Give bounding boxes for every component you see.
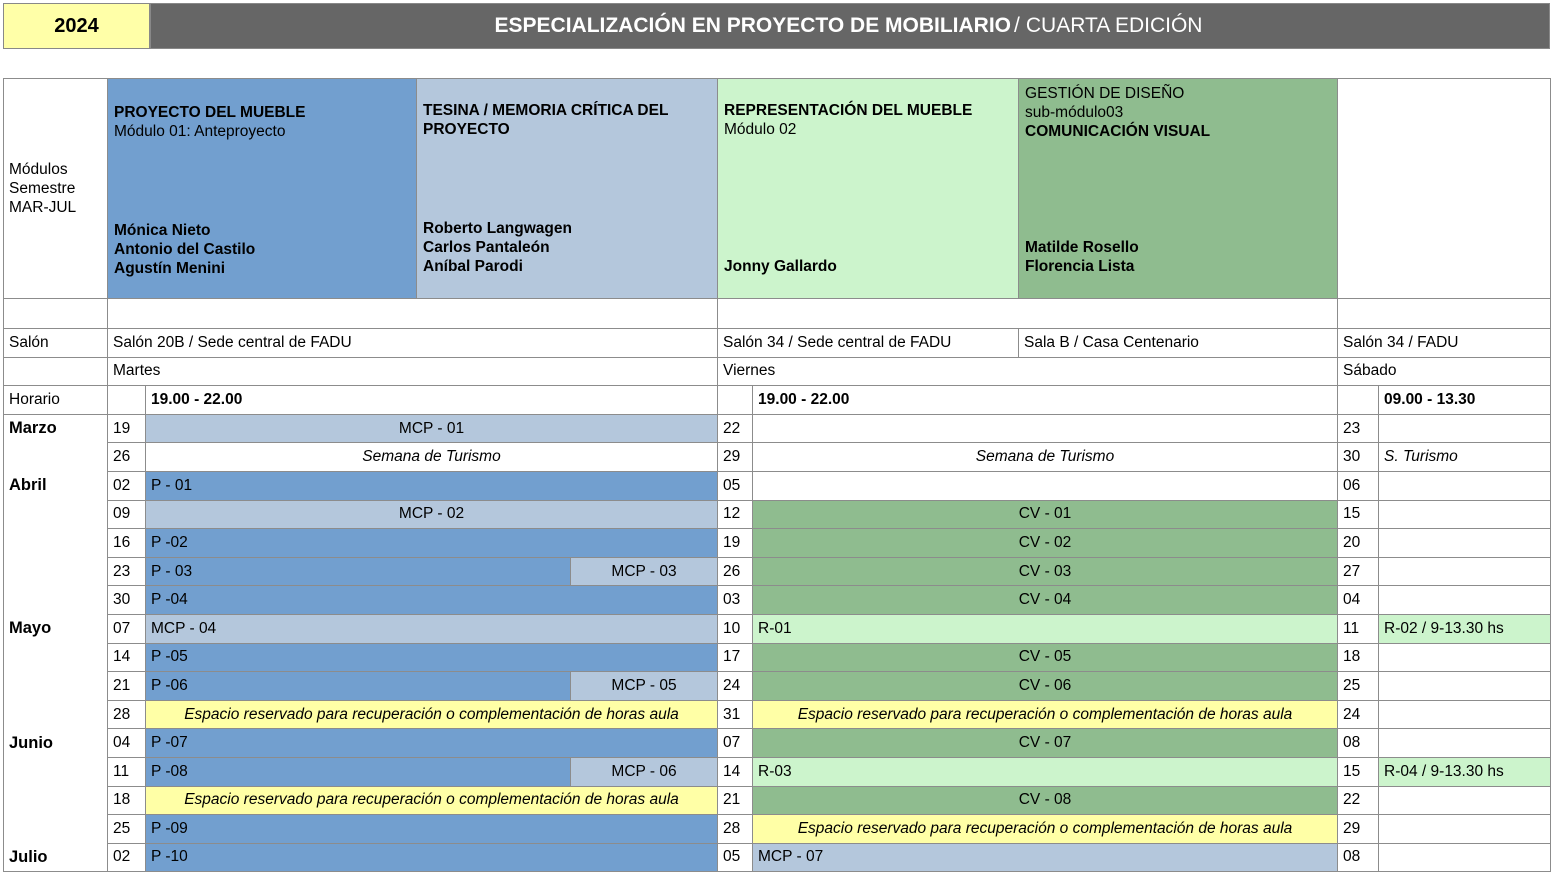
schedule-row xyxy=(4,414,1551,443)
date-tue: 28 xyxy=(108,700,146,729)
session-fri: Espacio reservado para recuperación o complementación de horas aula xyxy=(753,815,1338,844)
session-fri: CV - 06 xyxy=(753,672,1338,701)
session-fri: MCP - 07 xyxy=(753,843,1338,872)
date-sat: 24 xyxy=(1338,700,1379,729)
date-fri: 24 xyxy=(718,672,753,701)
date-fri: 28 xyxy=(718,815,753,844)
salon-fri-2: Sala B / Casa Centenario xyxy=(1019,329,1338,358)
date-tue: 07 xyxy=(108,614,146,643)
session-tue-mcp: MCP - 06 xyxy=(571,757,718,786)
horario-label: Horario xyxy=(4,386,108,415)
date-fri: 12 xyxy=(718,500,753,529)
session-sat xyxy=(1379,843,1551,872)
date-sat: 15 xyxy=(1338,500,1379,529)
module-teachers xyxy=(114,221,255,278)
teacher-name: Matilde Rosello xyxy=(1025,239,1139,256)
date-sat: 18 xyxy=(1338,643,1379,672)
module-teachers xyxy=(724,257,837,276)
module-pretitle: GESTIÓN DE DISEÑO xyxy=(1025,85,1185,102)
empty-cell xyxy=(1338,79,1551,299)
salon-label: Salón xyxy=(4,329,108,358)
horario-row xyxy=(4,386,1551,415)
session-tue: P -05 xyxy=(146,643,718,672)
schedule-row xyxy=(4,729,1551,758)
date-fri: 10 xyxy=(718,614,753,643)
session-sat xyxy=(1379,414,1551,443)
date-tue: 25 xyxy=(108,815,146,844)
session-fri: CV - 08 xyxy=(753,786,1338,815)
month-label: Abril xyxy=(4,471,108,500)
title-separator: / xyxy=(1014,14,1020,37)
session-sat xyxy=(1379,672,1551,701)
session-sat xyxy=(1379,643,1551,672)
session-sat xyxy=(1379,786,1551,815)
spacer-row xyxy=(4,299,1551,329)
date-fri: 26 xyxy=(718,557,753,586)
date-tue: 21 xyxy=(108,672,146,701)
module-title: COMUNICACIÓN VISUAL xyxy=(1025,123,1211,140)
month-label: Junio xyxy=(4,729,108,758)
horario-tue: 19.00 - 22.00 xyxy=(146,386,718,415)
date-tue: 26 xyxy=(108,443,146,472)
month-label xyxy=(4,557,108,586)
date-sat: 11 xyxy=(1338,614,1379,643)
month-label xyxy=(4,700,108,729)
date-fri: 17 xyxy=(718,643,753,672)
schedule-row xyxy=(4,643,1551,672)
salon-tue: Salón 20B / Sede central de FADU xyxy=(108,329,718,358)
month-label xyxy=(4,815,108,844)
date-tue: 23 xyxy=(108,557,146,586)
schedule-row xyxy=(4,443,1551,472)
date-fri: 03 xyxy=(718,586,753,615)
month-label xyxy=(4,500,108,529)
modules-row xyxy=(4,79,1551,299)
date-sat: 23 xyxy=(1338,414,1379,443)
teacher-name: Aníbal Parodi xyxy=(423,258,523,275)
session-fri: R-01 xyxy=(753,614,1338,643)
teacher-name: Carlos Pantaleón xyxy=(423,239,550,256)
session-sat: R-02 / 9-13.30 hs xyxy=(1379,614,1551,643)
teacher-name: Florencia Lista xyxy=(1025,258,1135,275)
session-sat: R-04 / 9-13.30 hs xyxy=(1379,757,1551,786)
month-label xyxy=(4,586,108,615)
month-label: Marzo xyxy=(4,414,108,443)
schedule-row xyxy=(4,614,1551,643)
date-fri: 14 xyxy=(718,757,753,786)
date-fri: 05 xyxy=(718,471,753,500)
date-sat: 15 xyxy=(1338,757,1379,786)
salon-sat: Salón 34 / FADU xyxy=(1338,329,1551,358)
module-title: PROYECTO DEL MUEBLE xyxy=(114,104,306,121)
horario-sat: 09.00 - 13.30 xyxy=(1379,386,1551,415)
module-teachers xyxy=(1025,238,1139,276)
module-pretitle: sub-módulo03 xyxy=(1025,104,1124,121)
schedule-row xyxy=(4,557,1551,586)
month-label xyxy=(4,443,108,472)
schedule-row xyxy=(4,586,1551,615)
modules-label-line: Módulos xyxy=(9,161,68,178)
schedule-row xyxy=(4,815,1551,844)
title-main: ESPECIALIZACIÓN EN PROYECTO DE MOBILIARIO xyxy=(494,14,1012,37)
schedule-row xyxy=(4,471,1551,500)
session-tue: Semana de Turismo xyxy=(146,443,718,472)
session-sat xyxy=(1379,557,1551,586)
session-fri: Semana de Turismo xyxy=(753,443,1338,472)
date-fri: 21 xyxy=(718,786,753,815)
salon-row xyxy=(4,329,1551,358)
session-tue: MCP - 02 xyxy=(146,500,718,529)
modules-label xyxy=(4,79,108,299)
session-tue: P -06 xyxy=(146,672,571,701)
date-sat: 04 xyxy=(1338,586,1379,615)
date-sat: 27 xyxy=(1338,557,1379,586)
date-fri: 22 xyxy=(718,414,753,443)
empty-cell xyxy=(718,299,1338,329)
month-label xyxy=(4,529,108,558)
empty-cell xyxy=(108,299,718,329)
schedule-row xyxy=(4,786,1551,815)
date-sat: 30 xyxy=(1338,443,1379,472)
date-tue: 02 xyxy=(108,471,146,500)
session-sat xyxy=(1379,729,1551,758)
session-fri: CV - 02 xyxy=(753,529,1338,558)
session-tue-mcp: MCP - 05 xyxy=(571,672,718,701)
session-tue: Espacio reservado para recuperación o complementación de horas aula xyxy=(146,786,718,815)
session-tue: P -08 xyxy=(146,757,571,786)
schedule-table xyxy=(3,78,1551,872)
day-tue: Martes xyxy=(108,357,718,386)
session-sat xyxy=(1379,500,1551,529)
session-sat xyxy=(1379,471,1551,500)
date-tue: 11 xyxy=(108,757,146,786)
schedule-row xyxy=(4,500,1551,529)
horario-fri: 19.00 - 22.00 xyxy=(753,386,1338,415)
empty-cell xyxy=(1338,299,1551,329)
session-tue-mcp: MCP - 03 xyxy=(571,557,718,586)
day-fri: Viernes xyxy=(718,357,1338,386)
empty-cell xyxy=(108,386,146,415)
session-tue: P - 03 xyxy=(146,557,571,586)
month-label: Julio xyxy=(4,843,108,872)
teacher-name: Mónica Nieto xyxy=(114,222,211,239)
date-sat: 25 xyxy=(1338,672,1379,701)
date-fri: 31 xyxy=(718,700,753,729)
date-tue: 18 xyxy=(108,786,146,815)
session-fri: CV - 04 xyxy=(753,586,1338,615)
session-fri: R-03 xyxy=(753,757,1338,786)
session-fri xyxy=(753,414,1338,443)
date-sat: 22 xyxy=(1338,786,1379,815)
module-title: TESINA / MEMORIA CRÍTICA DEL PROYECTO xyxy=(423,102,669,138)
date-tue: 09 xyxy=(108,500,146,529)
session-sat xyxy=(1379,815,1551,844)
empty-cell xyxy=(4,357,108,386)
month-label xyxy=(4,643,108,672)
schedule-row xyxy=(4,757,1551,786)
session-tue: P -09 xyxy=(146,815,718,844)
session-tue: P - 01 xyxy=(146,471,718,500)
page-title xyxy=(150,3,1550,49)
session-tue: MCP - 01 xyxy=(146,414,718,443)
month-label: Mayo xyxy=(4,614,108,643)
schedule-row xyxy=(4,529,1551,558)
teacher-name: Jonny Gallardo xyxy=(724,258,837,275)
month-label xyxy=(4,786,108,815)
title-edition: CUARTA EDICIÓN xyxy=(1025,14,1203,37)
session-tue: Espacio reservado para recuperación o complementación de horas aula xyxy=(146,700,718,729)
session-sat xyxy=(1379,529,1551,558)
session-fri: CV - 07 xyxy=(753,729,1338,758)
date-fri: 29 xyxy=(718,443,753,472)
session-tue: P -07 xyxy=(146,729,718,758)
day-sat: Sábado xyxy=(1338,357,1551,386)
date-fri: 07 xyxy=(718,729,753,758)
session-tue: P -10 xyxy=(146,843,718,872)
modules-label-line: Semestre xyxy=(9,180,76,197)
salon-fri: Salón 34 / Sede central de FADU xyxy=(718,329,1019,358)
session-fri: CV - 05 xyxy=(753,643,1338,672)
empty-cell xyxy=(4,299,108,329)
schedule-row xyxy=(4,672,1551,701)
date-sat: 20 xyxy=(1338,529,1379,558)
module-subtitle: Módulo 02 xyxy=(724,121,797,138)
session-fri xyxy=(753,471,1338,500)
schedule-row xyxy=(4,700,1551,729)
module-subtitle: Módulo 01: Anteproyecto xyxy=(114,123,286,140)
date-tue: 19 xyxy=(108,414,146,443)
teacher-name: Roberto Langwagen xyxy=(423,220,572,237)
modules-block-tue xyxy=(108,79,718,299)
date-tue: 30 xyxy=(108,586,146,615)
teacher-name: Agustín Menini xyxy=(114,260,226,277)
date-sat: 08 xyxy=(1338,729,1379,758)
schedule-row xyxy=(4,843,1551,872)
module-representacion xyxy=(718,79,1019,299)
module-title: REPRESENTACIÓN DEL MUEBLE xyxy=(724,102,973,119)
session-sat: S. Turismo xyxy=(1379,443,1551,472)
days-row xyxy=(4,357,1551,386)
date-tue: 02 xyxy=(108,843,146,872)
session-fri: CV - 03 xyxy=(753,557,1338,586)
empty-cell xyxy=(718,386,753,415)
module-tesina xyxy=(417,79,717,298)
session-tue: P -04 xyxy=(146,586,718,615)
month-label xyxy=(4,672,108,701)
modules-label-line: MAR-JUL xyxy=(9,199,77,216)
date-tue: 14 xyxy=(108,643,146,672)
date-fri: 19 xyxy=(718,529,753,558)
year-cell: 2024 xyxy=(3,3,150,49)
teacher-name: Antonio del Castilo xyxy=(114,241,256,258)
date-sat: 29 xyxy=(1338,815,1379,844)
date-tue: 04 xyxy=(108,729,146,758)
month-label xyxy=(4,757,108,786)
date-sat: 06 xyxy=(1338,471,1379,500)
date-fri: 05 xyxy=(718,843,753,872)
module-teachers xyxy=(423,219,572,276)
empty-cell xyxy=(1338,386,1379,415)
session-tue: MCP - 04 xyxy=(146,614,718,643)
module-proyecto xyxy=(108,79,417,298)
session-tue: P -02 xyxy=(146,529,718,558)
session-sat xyxy=(1379,700,1551,729)
date-sat: 08 xyxy=(1338,843,1379,872)
session-fri: CV - 01 xyxy=(753,500,1338,529)
module-comunicacion xyxy=(1019,79,1338,299)
date-tue: 16 xyxy=(108,529,146,558)
session-fri: Espacio reservado para recuperación o complementación de horas aula xyxy=(753,700,1338,729)
session-sat xyxy=(1379,586,1551,615)
